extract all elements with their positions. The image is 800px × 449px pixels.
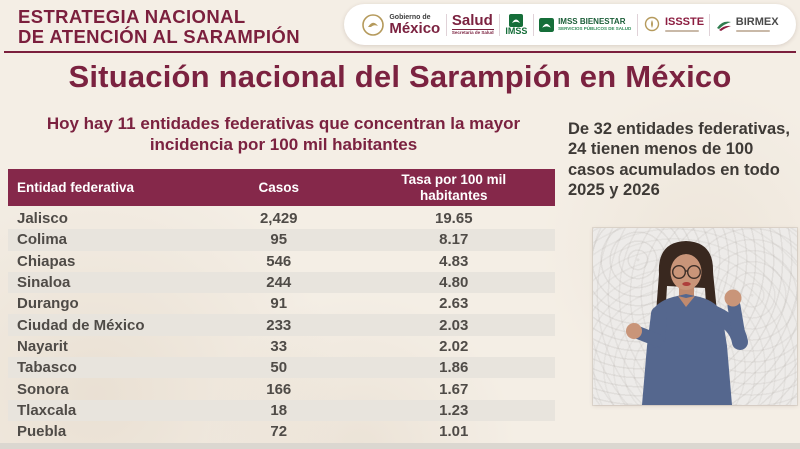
imss-bienestar-sublabel: SERVICIOS PÚBLICOS DE SALUD (558, 26, 632, 31)
logo-divider (637, 14, 638, 36)
imss-bienestar-label: IMSS BIENESTAR (558, 16, 626, 26)
sign-language-interpreter-video (593, 228, 797, 405)
table-row (8, 421, 555, 442)
strategy-title (18, 7, 300, 47)
birmex-sublabel-bar (736, 30, 770, 32)
cell-entidad: Tabasco (17, 359, 77, 377)
table-subtitle: Hoy hay 11 entidades federativas que concentran la mayor incidencia por 100 mil habitantes (46, 114, 521, 154)
cell-casos: 50 (270, 359, 288, 377)
salud-label: Salud (451, 12, 493, 30)
cell-tasa: 1.67 (439, 380, 469, 398)
cell-casos: 33 (270, 337, 288, 355)
column-header-tasa: Tasa por 100 mil habitantes (401, 171, 507, 203)
gobierno-label-small: Gobierno de (389, 13, 431, 21)
cell-tasa: 1.86 (439, 359, 469, 377)
cell-entidad: Sinaloa (17, 274, 71, 292)
cell-casos: 91 (270, 295, 288, 313)
imss-bienestar-icon (539, 18, 554, 32)
issste-laurel-icon (643, 16, 661, 34)
incidence-table (8, 169, 555, 442)
imss-label: IMSS (505, 25, 528, 36)
side-note: De 32 entidades federativas, 24 tienen menos de 100 casos acumulados en todo 2025 y 2026 (568, 120, 790, 200)
logo-issste (643, 16, 704, 34)
table-row (8, 272, 555, 293)
bottom-edge-strip (0, 443, 800, 449)
logo-imss (505, 14, 527, 36)
cell-casos: 18 (270, 401, 288, 419)
table-row (8, 314, 555, 335)
column-header-casos: Casos (258, 180, 300, 195)
cell-casos: 546 (266, 252, 292, 270)
cell-entidad: Ciudad de México (17, 316, 145, 334)
gobierno-label-large: México (389, 19, 441, 37)
cell-tasa: 4.83 (439, 252, 469, 270)
table-row (8, 357, 555, 378)
cell-tasa: 1.01 (439, 423, 469, 441)
issste-label: ISSSTE (664, 16, 705, 28)
page-title: Situación nacional del Sarampión en México (68, 59, 732, 94)
cell-entidad: Sonora (17, 380, 69, 398)
logo-salud (452, 13, 494, 36)
salud-sublabel: Secretaría de Salud (451, 30, 494, 36)
sign-language-interpreter-illustration (593, 228, 797, 405)
cell-entidad: Durango (17, 295, 79, 313)
table-row (8, 208, 555, 229)
cell-entidad: Tlaxcala (17, 401, 77, 419)
logo-gobierno-de-mexico (361, 13, 440, 37)
table-row (8, 400, 555, 421)
imss-eagle-icon (509, 14, 523, 27)
logo-imss-bienestar (539, 18, 631, 32)
column-header-entidad: Entidad federativa (17, 180, 135, 195)
logo-divider (533, 14, 534, 36)
cell-tasa: 1.23 (439, 401, 469, 419)
cell-entidad: Colima (17, 231, 68, 249)
cell-casos: 166 (266, 380, 292, 398)
cell-tasa: 2.03 (439, 316, 469, 334)
cell-tasa: 4.80 (439, 274, 469, 292)
government-logo-bar (344, 4, 796, 45)
cell-entidad: Nayarit (17, 337, 68, 355)
table-row (8, 336, 555, 357)
strategy-title-line1: ESTRATEGIA NACIONAL (18, 6, 246, 27)
issste-sublabel-bar (665, 30, 699, 32)
cell-casos: 233 (266, 316, 292, 334)
table-row (8, 293, 555, 314)
header-divider-rule (4, 51, 796, 53)
cell-entidad: Chiapas (17, 252, 76, 270)
table-header-row (8, 169, 555, 206)
table-body (8, 208, 555, 442)
cell-tasa: 19.65 (435, 210, 473, 228)
logo-divider (499, 14, 500, 36)
strategy-title-line2: DE ATENCIÓN AL SARAMPIÓN (18, 25, 300, 47)
cell-tasa: 8.17 (439, 231, 469, 249)
table-row (8, 251, 555, 272)
logo-divider (446, 14, 447, 36)
mexico-eagle-icon (361, 13, 385, 37)
table-row (8, 229, 555, 250)
cell-tasa: 2.63 (439, 295, 469, 313)
birmex-label: BIRMEX (735, 16, 779, 28)
cell-casos: 2,429 (259, 210, 298, 228)
table-row (8, 378, 555, 399)
cell-entidad: Puebla (17, 423, 67, 441)
cell-tasa: 2.02 (439, 337, 469, 355)
cell-casos: 72 (270, 423, 288, 441)
logo-divider (709, 14, 710, 36)
birmex-leaf-icon (716, 18, 732, 32)
cell-casos: 95 (270, 231, 288, 249)
logo-birmex (716, 17, 779, 32)
cell-entidad: Jalisco (17, 210, 68, 228)
cell-casos: 244 (266, 274, 292, 292)
